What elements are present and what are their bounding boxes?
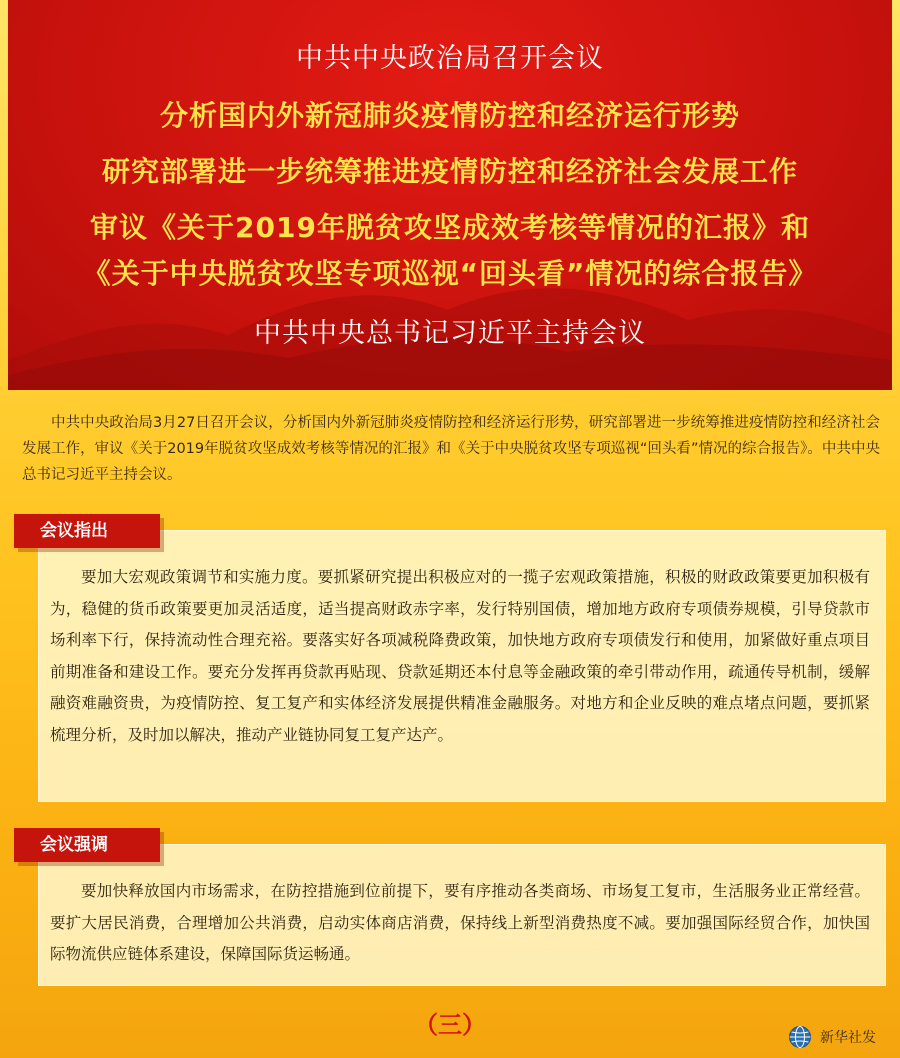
page-marker: （三） — [414, 1011, 486, 1039]
section-text-2: 要加快释放国内市场需求，在防控措施到位前提下，要有序推动各类商场、市场复工复市，生活服务业正常经营。要扩大居民消费，合理增加公共消费，启动实体商店消费，保持线上新型消费热度不减。要加强国际经贸合作，加快国际物流供应链体系建设，保障国际货运畅通。 — [50, 882, 870, 963]
section-text-1: 要加大宏观政策调节和实施力度。要抓紧研究提出积极应对的一揽子宏观政策措施，积极的财政政策要更加积极有为，稳健的货币政策要更加灵活适度，适当提高财政赤字率，发行特别国债，增加地方政府专项债券规模，引导贷款市场利率下行，保持流动性合理充裕。要落实好各项减税降费政策，加快地方政府专项债发行和使用，加紧做好重点项目前期准备和建设工作。要充分发挥再贷款再贴现、贷款延期还本付息等金融政策的牵引带动作用，疏通传导机制，缓解融资难融资贵，为疫情防控、复工复产和实体经济发展提供精准金融服务。对地方和企业反映的难点堵点问题，要抓紧梳理分析，及时加以解决，推动产业链协同复工复产达产。 — [50, 568, 870, 744]
credit — [788, 1025, 876, 1049]
header-banner — [8, 0, 892, 390]
header-line-2: 分析国内外新冠肺炎疫情防控和经济运行形势 — [159, 99, 740, 132]
header-line-1: 中共中央政治局召开会议 — [296, 43, 604, 74]
globe-icon — [788, 1025, 812, 1049]
section-tab-2: 会议强调 — [14, 828, 160, 862]
section-tab-1: 会议指出 — [14, 514, 160, 548]
intro-paragraph: 中共中央政治局3月27日召开会议，分析国内外新冠肺炎疫情防控和经济运行形势，研究部署进一步统筹推进疫情防控和经济社会发展工作，审议《关于2019年脱贫攻坚成效考核等情况的汇报》和《关于中央脱贫攻坚专项巡视“回头看”情况的综合报告》。中共中央总书记习近平主持会议。 — [22, 415, 880, 483]
header-line-4: 审议《关于2019年脱贫攻坚成效考核等情况的汇报》和 — [90, 211, 810, 244]
header-line-6: 中共中央总书记习近平主持会议 — [254, 318, 646, 349]
header-line-3: 研究部署进一步统筹推进疫情防控和经济社会发展工作 — [101, 155, 798, 188]
header-line-5: 《关于中央脱贫攻坚专项巡视“回头看”情况的综合报告》 — [82, 257, 818, 290]
credit-text: 新华社发 — [820, 1030, 876, 1046]
